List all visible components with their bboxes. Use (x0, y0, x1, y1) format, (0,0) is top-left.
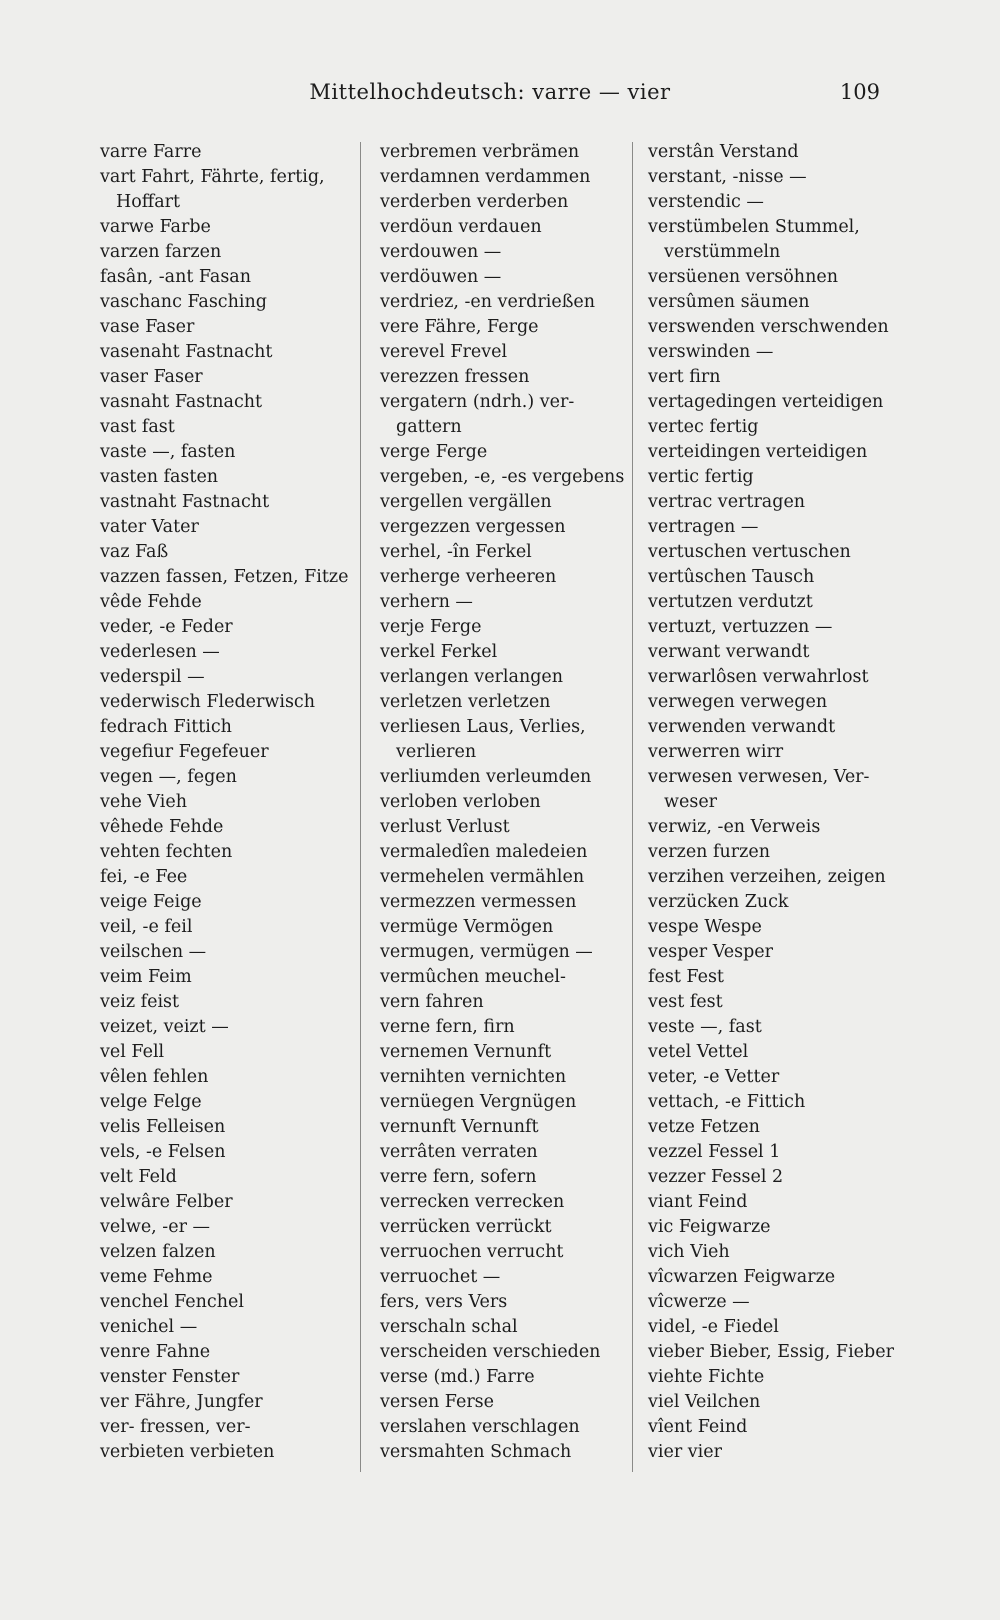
dictionary-entry: verswenden verschwenden (648, 317, 889, 337)
dictionary-entry: vegen —, fegen (100, 767, 237, 787)
dictionary-entry: vederspil — (100, 667, 205, 687)
dictionary-entry: fei, -e Fee (100, 867, 188, 887)
dictionary-entry: verswinden — (648, 342, 774, 362)
dictionary-entry: vernihten vernichten (380, 1067, 567, 1087)
dictionary-entry: verse (md.) Farre (380, 1367, 535, 1387)
dictionary-entry: verderben verderben (380, 192, 569, 212)
dictionary-entry: verherge verheeren (380, 567, 557, 587)
dictionary-entry: vergeben, -e, -es vergebens (380, 467, 625, 487)
dictionary-entry: venchel Fenchel (100, 1292, 244, 1312)
dictionary-entry: vermugen, vermügen — (380, 942, 593, 962)
dictionary-entry: vertuzt, vertuzzen — (648, 617, 833, 637)
dictionary-entry: vasnaht Fastnacht (100, 392, 263, 412)
dictionary-entry: varwe Farbe (100, 217, 211, 237)
dictionary-entry: verdöun verdauen (380, 217, 542, 237)
dictionary-entry: vazzen fassen, Fetzen, Fitze (100, 567, 349, 587)
dictionary-entry: vederwisch Flederwisch (100, 692, 316, 712)
dictionary-entry: vater Vater (100, 517, 199, 537)
dictionary-entry: vermüge Vermögen (380, 917, 554, 937)
dictionary-entry: ver- fressen, ver- (100, 1417, 251, 1437)
dictionary-entry: veilschen — (100, 942, 207, 962)
dictionary-entry: verdamnen verdammen (380, 167, 591, 187)
column-3 (648, 140, 908, 1465)
dictionary-entry: vetel Vettel (648, 1042, 749, 1062)
dictionary-entry: verteidingen verteidigen (648, 442, 868, 462)
dictionary-entry: vermûchen meuchel- (380, 967, 566, 987)
dictionary-entry: verwant verwandt (648, 642, 810, 662)
dictionary-entry: vest fest (648, 992, 723, 1012)
dictionary-entry: venre Fahne (100, 1342, 211, 1362)
dictionary-entry: fasân, -ant Fasan (100, 267, 252, 287)
dictionary-entry: vertec fertig (648, 417, 759, 437)
dictionary-entry: fers, vers Vers (380, 1292, 508, 1312)
dictionary-entry: viant Feind (648, 1192, 748, 1212)
dictionary-entry: verletzen verletzen (380, 692, 551, 712)
dictionary-entry: verwegen verwegen (648, 692, 828, 712)
dictionary-entry: vermehelen vermählen (380, 867, 585, 887)
dictionary-entry: velwâre Felber (100, 1192, 233, 1212)
dictionary-entry: verre fern, sofern (380, 1167, 537, 1187)
dictionary-entry: velwe, -er — (100, 1217, 210, 1237)
dictionary-entry: vaste —, fasten (100, 442, 236, 462)
dictionary-entry: vesper Vesper (648, 942, 774, 962)
dictionary-entry: veim Feim (100, 967, 192, 987)
dictionary-entry: vels, -e Felsen (100, 1142, 226, 1162)
dictionary-entry: fedrach Fittich (100, 717, 232, 737)
dictionary-entry: verdouwen — (380, 242, 502, 262)
dictionary-entry: vaschanc Fasching (100, 292, 267, 312)
dictionary-entry: vetze Fetzen (648, 1117, 760, 1137)
dictionary-entry: verstümbelen Stummel, (648, 217, 860, 237)
dictionary-entry: verevel Frevel (380, 342, 508, 362)
dictionary-entry: veige Feige (100, 892, 202, 912)
dictionary-entry: verbieten verbieten (100, 1442, 275, 1462)
dictionary-entry: vel Fell (100, 1042, 165, 1062)
dictionary-entry: vîcwarzen Feigwarze (648, 1267, 836, 1287)
dictionary-entry: velt Feld (100, 1167, 177, 1187)
dictionary-entry: vich Vieh (648, 1242, 730, 1262)
dictionary-entry: vertagedingen verteidigen (648, 392, 884, 412)
dictionary-entry: vast fast (100, 417, 175, 437)
dictionary-entry: vier vier (648, 1442, 722, 1462)
dictionary-entry: viehte Fichte (648, 1367, 765, 1387)
dictionary-entry: varre Farre (100, 142, 202, 162)
dictionary-entry: verge Ferge (380, 442, 488, 462)
dictionary-entry: vehten fechten (100, 842, 233, 862)
dictionary-entry: verschaln schal (380, 1317, 518, 1337)
dictionary-entry: verloben verloben (380, 792, 541, 812)
dictionary-entry: videl, -e Fiedel (648, 1317, 779, 1337)
dictionary-entry: verdöuwen — (380, 267, 502, 287)
dictionary-entry: varzen farzen (100, 242, 222, 262)
dictionary-entry: vergezzen vergessen (380, 517, 566, 537)
dictionary-entry: verstümmeln (664, 242, 781, 262)
dictionary-entry: verbremen verbrämen (380, 142, 580, 162)
dictionary-entry: verliesen Laus, Verlies, (380, 717, 586, 737)
dictionary-entry: vasten fasten (100, 467, 219, 487)
dictionary-entry: vergatern (ndrh.) ver- (380, 392, 575, 412)
dictionary-entry: vasenaht Fastnacht (100, 342, 273, 362)
dictionary-entry: verruochet — (380, 1267, 501, 1287)
dictionary-entry: vernemen Vernunft (380, 1042, 552, 1062)
dictionary-entry: verwerren wirr (648, 742, 784, 762)
dictionary-entry: veiz feist (100, 992, 180, 1012)
dictionary-entry: vermaledîen maledeien (380, 842, 588, 862)
dictionary-entry: gattern (396, 417, 462, 437)
dictionary-entry: vêlen fehlen (100, 1067, 209, 1087)
dictionary-entry: verzen furzen (648, 842, 770, 862)
dictionary-entry: vernunft Vernunft (380, 1117, 539, 1137)
column-2 (380, 140, 630, 1465)
dictionary-entry: veste —, fast (648, 1017, 762, 1037)
dictionary-entry: vaser Faser (100, 367, 203, 387)
dictionary-entry: vase Faser (100, 317, 195, 337)
dictionary-entry: vêde Fehde (100, 592, 202, 612)
dictionary-entry: vespe Wespe (648, 917, 762, 937)
dictionary-entry: versüenen versöhnen (648, 267, 838, 287)
dictionary-entry: verezzen fressen (380, 367, 530, 387)
dictionary-entry: vîcwerze — (648, 1292, 750, 1312)
dictionary-entry: versen Ferse (380, 1392, 495, 1412)
dictionary-entry: vertic fertig (648, 467, 754, 487)
dictionary-entry: vehe Vieh (100, 792, 187, 812)
dictionary-entry: viel Veilchen (648, 1392, 761, 1412)
dictionary-entry: veter, -e Vetter (648, 1067, 780, 1087)
dictionary-entry: versmahten Schmach (380, 1442, 572, 1462)
dictionary-entry: Hoffart (116, 192, 181, 212)
dictionary-entry: verlieren (396, 742, 477, 762)
dictionary-entry: verslahen verschlagen (380, 1417, 580, 1437)
dictionary-entry: venichel — (100, 1317, 198, 1337)
dictionary-entry: verstân Verstand (648, 142, 799, 162)
dictionary-entry: vieber Bieber, Essig, Fieber (648, 1342, 894, 1362)
dictionary-entry: veil, -e feil (100, 917, 193, 937)
column-divider-1 (360, 142, 361, 1472)
dictionary-entry: veme Fehme (100, 1267, 213, 1287)
dictionary-entry: verwarlôsen verwahrlost (648, 667, 869, 687)
dictionary-entry: fest Fest (648, 967, 724, 987)
dictionary-entry: verzihen verzeihen, zeigen (648, 867, 886, 887)
dictionary-entry: vîent Feind (648, 1417, 748, 1437)
dictionary-entry: verwiz, -en Verweis (648, 817, 821, 837)
dictionary-entry: velge Felge (100, 1092, 202, 1112)
dictionary-entry: verstant, -nisse — (648, 167, 807, 187)
dictionary-entry: versûmen säumen (648, 292, 810, 312)
dictionary-entry: venster Fenster (100, 1367, 240, 1387)
dictionary-entry: vertuschen vertuschen (648, 542, 851, 562)
dictionary-entry: vertûschen Tausch (648, 567, 815, 587)
dictionary-entry: verhern — (380, 592, 473, 612)
dictionary-entry: vermezzen vermessen (380, 892, 577, 912)
dictionary-entry: velis Felleisen (100, 1117, 226, 1137)
dictionary-entry: veizet, veizt — (100, 1017, 229, 1037)
dictionary-entry: weser (664, 792, 718, 812)
dictionary-entry: vezzer Fessel 2 (648, 1167, 784, 1187)
dictionary-entry: verliumden verleumden (380, 767, 592, 787)
dictionary-entry: vernüegen Vergnügen (380, 1092, 577, 1112)
dictionary-entry: vern fahren (380, 992, 484, 1012)
page-header (100, 80, 880, 110)
dictionary-entry: vederlesen — (100, 642, 220, 662)
dictionary-entry: vertutzen verdutzt (648, 592, 813, 612)
column-divider-2 (632, 142, 633, 1472)
dictionary-entry: velzen falzen (100, 1242, 216, 1262)
dictionary-entry: vertrac vertragen (648, 492, 806, 512)
dictionary-entry: vêhede Fehde (100, 817, 224, 837)
dictionary-entry: verrâten verraten (380, 1142, 538, 1162)
dictionary-entry: vart Fahrt, Fährte, fertig, (100, 167, 325, 187)
dictionary-entry: verje Ferge (380, 617, 482, 637)
dictionary-entry: vegefiur Fegefeuer (100, 742, 269, 762)
dictionary-entry: verwesen verwesen, Ver- (648, 767, 870, 787)
dictionary-entry: veder, -e Feder (100, 617, 233, 637)
dictionary-entry: verlust Verlust (380, 817, 510, 837)
column-1 (100, 140, 350, 1465)
dictionary-entry: verzücken Zuck (648, 892, 789, 912)
dictionary-entry: verhel, -în Ferkel (380, 542, 532, 562)
dictionary-entry: vert firn (648, 367, 721, 387)
dictionary-entry: verkel Ferkel (380, 642, 498, 662)
dictionary-entry: verwenden verwandt (648, 717, 836, 737)
dictionary-entry: verdriez, -en verdrießen (380, 292, 596, 312)
dictionary-entry: vic Feigwarze (648, 1217, 771, 1237)
page-number: 109 (839, 80, 880, 104)
dictionary-entry: verscheiden verschieden (380, 1342, 601, 1362)
dictionary-entry: vastnaht Fastnacht (100, 492, 270, 512)
dictionary-entry: verlangen verlangen (380, 667, 564, 687)
dictionary-entry: vaz Faß (100, 542, 169, 562)
dictionary-entry: vergellen vergällen (380, 492, 552, 512)
dictionary-entry: verstendic — (648, 192, 764, 212)
dictionary-entry: vertragen — (648, 517, 759, 537)
dictionary-entry: ver Fähre, Jungfer (100, 1392, 263, 1412)
dictionary-entry: vere Fähre, Ferge (380, 317, 539, 337)
dictionary-entry: verruochen verrucht (380, 1242, 564, 1262)
dictionary-entry: verne fern, firn (380, 1017, 515, 1037)
dictionary-entry: vettach, -e Fittich (648, 1092, 806, 1112)
dictionary-entry: verrücken verrückt (380, 1217, 552, 1237)
running-title: Mittelhochdeutsch: varre — vier (309, 80, 671, 104)
dictionary-entry: verrecken verrecken (380, 1192, 565, 1212)
dictionary-entry: vezzel Fessel 1 (648, 1142, 781, 1162)
